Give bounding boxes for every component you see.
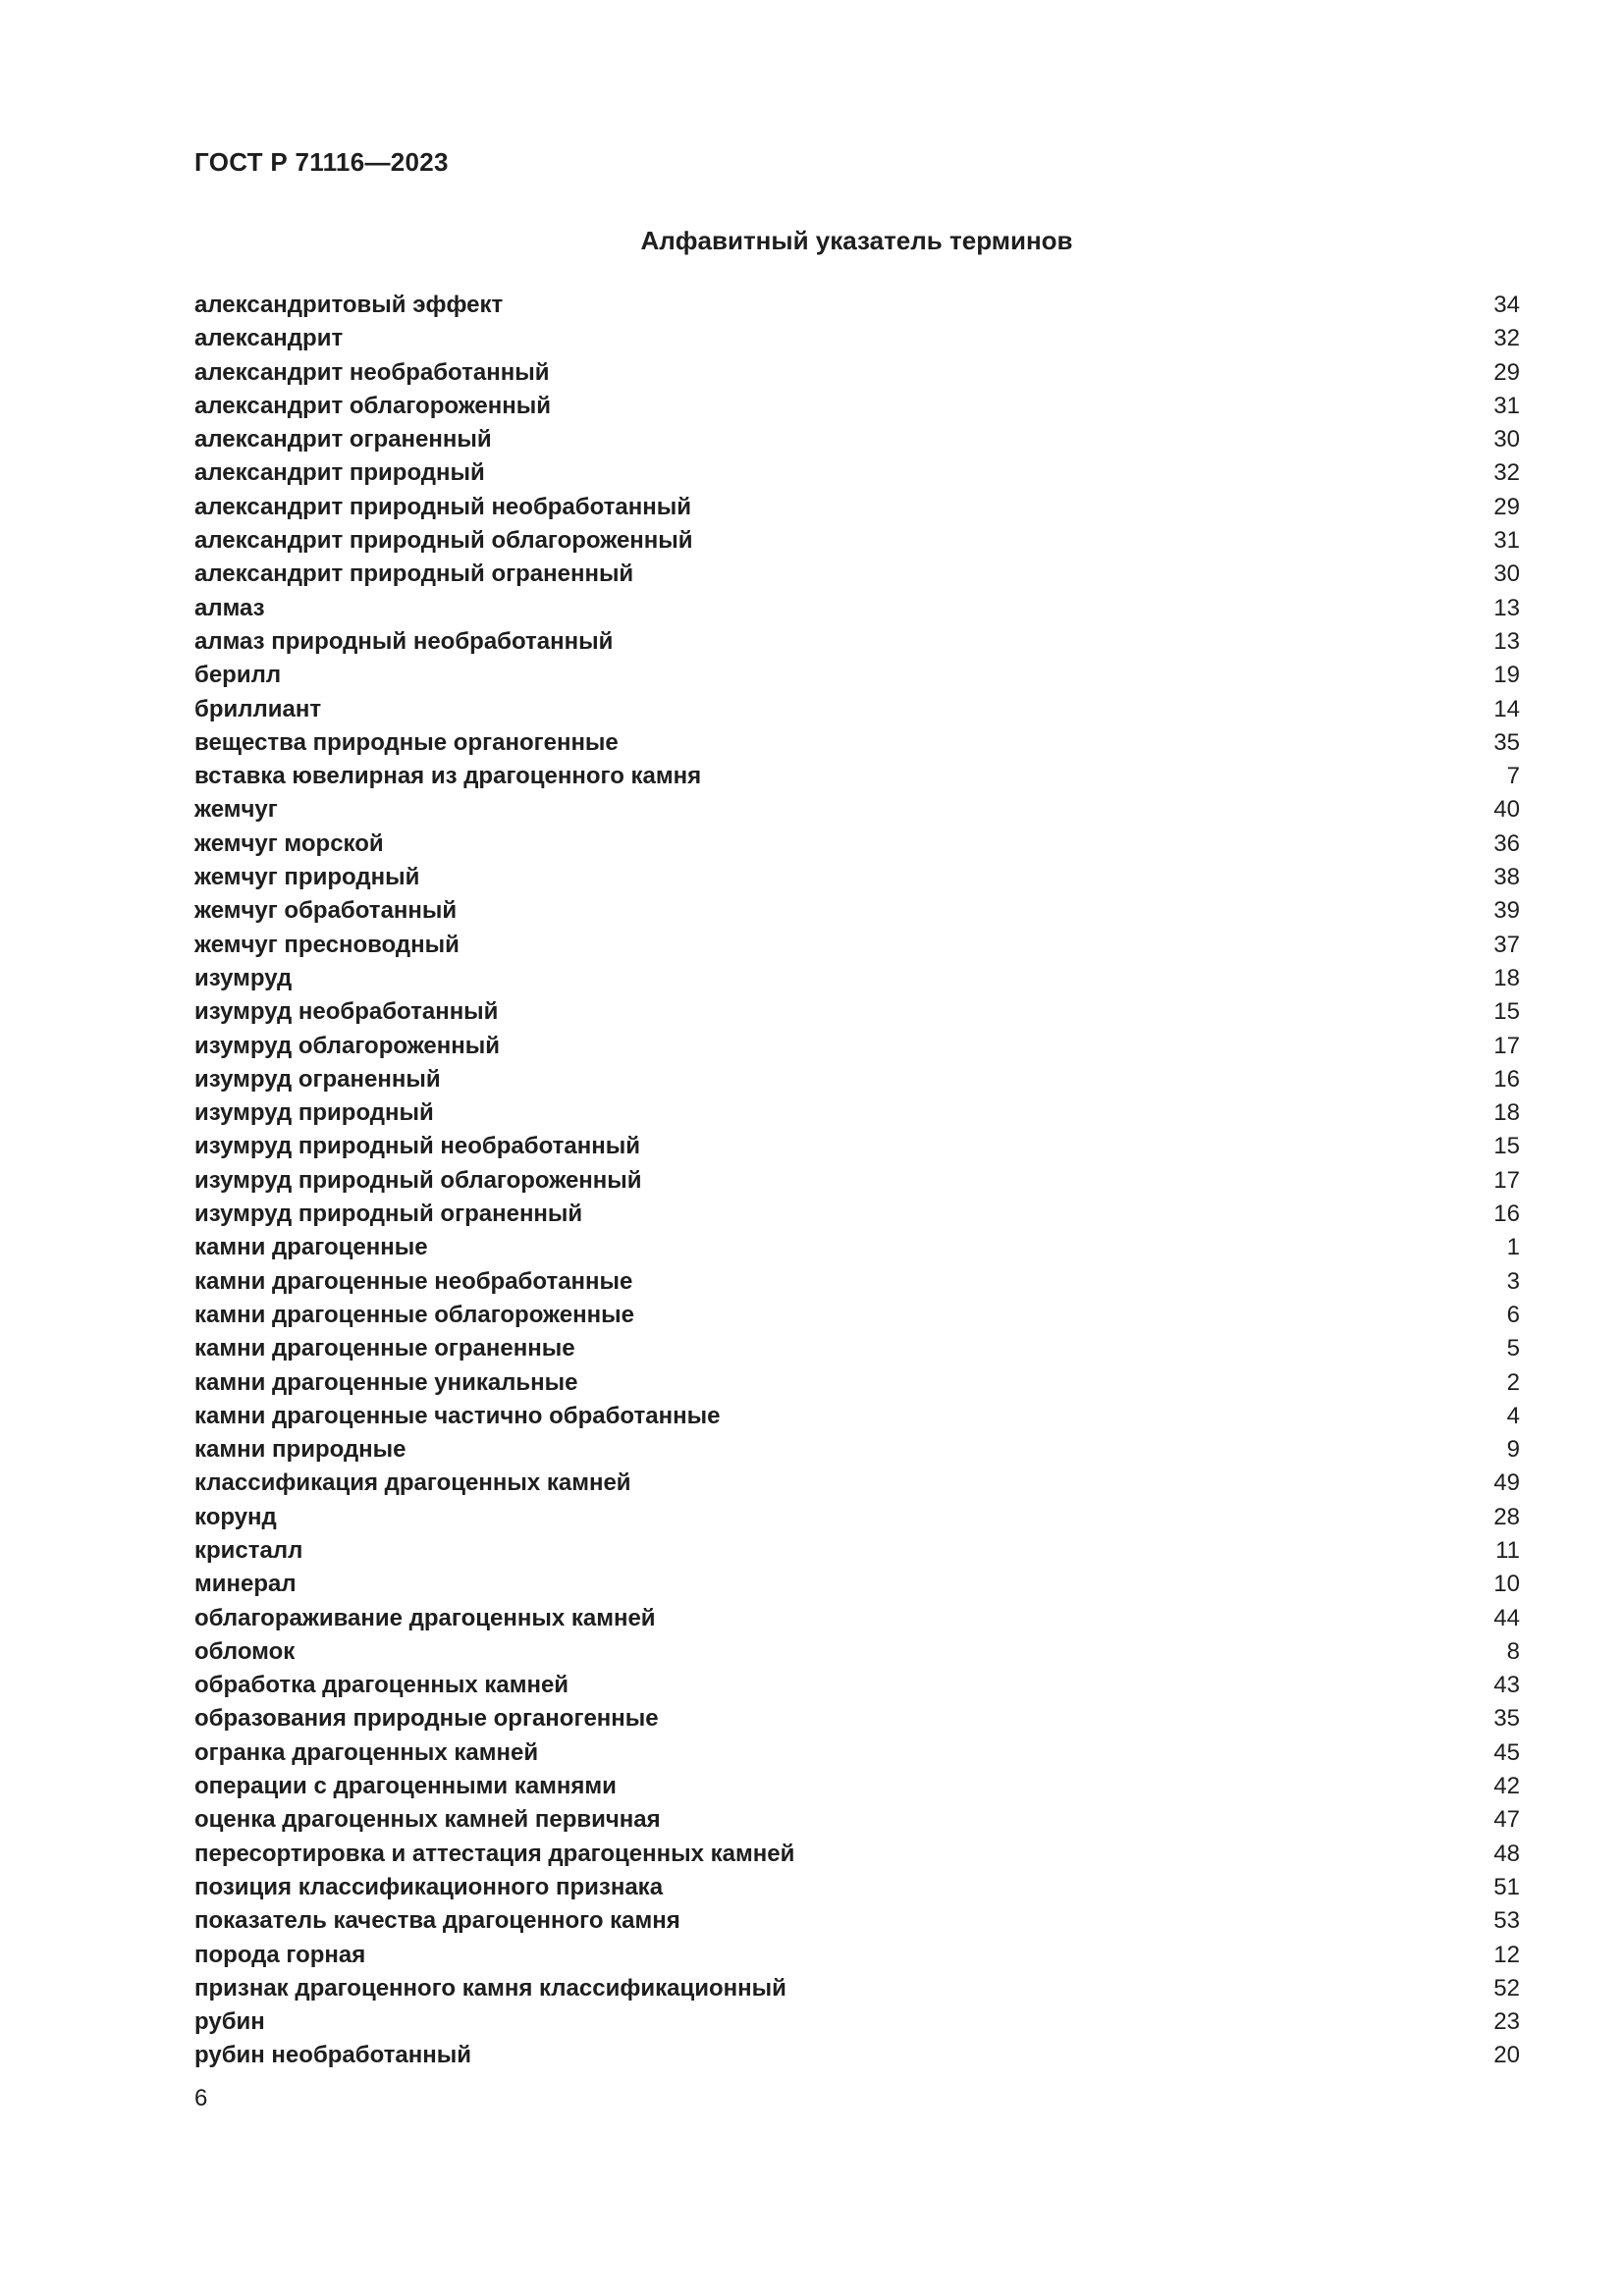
index-entry [194, 1602, 1520, 1635]
index-page-ref: 43 [1493, 1672, 1520, 1699]
index-term: изумруд природный [194, 1099, 434, 1127]
index-title: Алфавитный указатель терминов [640, 226, 1073, 255]
index-page-ref: 48 [1493, 1840, 1520, 1867]
index-page-ref: 18 [1493, 1099, 1520, 1127]
index-term: рубин необработанный [194, 2042, 471, 2069]
index-entry [194, 726, 1520, 760]
index-page-ref: 7 [1506, 763, 1520, 790]
index-page-ref: 47 [1493, 1806, 1520, 1834]
index-term: изумруд природный необработанный [194, 1133, 640, 1160]
index-page-ref: 51 [1493, 1873, 1520, 1900]
index-term: порода горная [194, 1941, 366, 1968]
index-page-ref: 8 [1506, 1637, 1520, 1665]
index-page-ref: 12 [1493, 1941, 1520, 1968]
index-page-ref: 17 [1493, 1166, 1520, 1194]
index-page-ref: 29 [1493, 358, 1520, 386]
index-page-ref: 11 [1495, 1536, 1520, 1564]
index-term: александрит облагороженный [194, 392, 551, 419]
index-page-ref: 15 [1493, 1133, 1520, 1160]
index-page-ref: 17 [1493, 1032, 1520, 1059]
index-term: жемчуг природный [194, 864, 420, 891]
index-page-ref: 1 [1506, 1234, 1520, 1261]
index-page-ref: 29 [1493, 493, 1520, 520]
index-term: александритовый эффект [194, 292, 504, 318]
index-entry [194, 423, 1520, 456]
index-term: изумруд [194, 964, 293, 991]
index-term: жемчуг [194, 796, 278, 824]
index-term: оценка драгоценных камней первичная [194, 1806, 661, 1834]
index-entry [194, 659, 1520, 692]
index-page-ref: 18 [1493, 964, 1520, 991]
index-entry [194, 1803, 1520, 1837]
index-term: алмаз природный необработанный [194, 627, 614, 655]
index-entry [194, 828, 1520, 861]
index-page-ref: 5 [1506, 1335, 1520, 1362]
index-entry [194, 1904, 1520, 1938]
index-entry [194, 2039, 1520, 2072]
index-entry [194, 894, 1520, 928]
index-page-ref: 45 [1493, 1738, 1520, 1766]
index-page-ref: 36 [1493, 829, 1520, 857]
index-entry [194, 356, 1520, 390]
index-entry [194, 1972, 1520, 2005]
index-term: показатель качества драгоценного камня [194, 1907, 680, 1935]
index-page-ref: 30 [1493, 561, 1520, 588]
index-page-ref: 38 [1493, 864, 1520, 891]
index-entry [194, 1265, 1520, 1299]
index-term: обломок [194, 1637, 296, 1665]
index-term: камни драгоценные частично обработанные [194, 1402, 721, 1429]
index-entry [194, 1299, 1520, 1332]
index-entry [194, 995, 1520, 1029]
index-term: классификация драгоценных камней [194, 1469, 631, 1497]
index-term: жемчуг пресноводный [194, 931, 460, 958]
index-page-ref: 49 [1493, 1469, 1520, 1497]
index-term: александрит природный [194, 459, 485, 487]
document-code-header: ГОСТ Р 71116—2023 [194, 147, 449, 177]
index-entry [194, 1332, 1520, 1365]
index-entry [194, 322, 1520, 355]
index-page-ref: 3 [1506, 1267, 1520, 1295]
index-term: рубин [194, 2008, 265, 2036]
index-term: изумруд облагороженный [194, 1032, 500, 1059]
index-page-ref: 31 [1493, 527, 1520, 555]
page-number: 6 [194, 2085, 208, 2111]
index-term: изумруд природный ограненный [194, 1201, 583, 1228]
index-term: александрит необработанный [194, 358, 550, 386]
index-entry [194, 2005, 1520, 2039]
index-entry [194, 1130, 1520, 1163]
index-page-ref: 10 [1493, 1571, 1520, 1598]
index-entry [194, 1702, 1520, 1735]
index-term: камни драгоценные ограненные [194, 1335, 575, 1362]
index-term: алмаз [194, 594, 265, 621]
index-term: образования природные органогенные [194, 1705, 659, 1733]
index-term: жемчуг обработанный [194, 897, 458, 925]
index-entry [194, 1568, 1520, 1601]
index-entry [194, 1635, 1520, 1669]
index-term: признак драгоценного камня классификационный [194, 1974, 786, 2002]
index-entry [194, 1063, 1520, 1096]
index-term: александрит природный облагороженный [194, 527, 693, 555]
index-page-ref: 44 [1493, 1604, 1520, 1631]
index-page-ref: 6 [1506, 1301, 1520, 1328]
index-term: корунд [194, 1503, 277, 1530]
index-term: позиция классификационного признака [194, 1873, 664, 1900]
index-entry [194, 491, 1520, 524]
index-page-ref: 35 [1493, 1705, 1520, 1733]
index-page-ref: 34 [1493, 292, 1520, 318]
index-page-ref: 23 [1493, 2008, 1520, 2036]
index-entry [194, 929, 1520, 962]
index-term: бриллиант [194, 695, 322, 722]
index-entry [194, 1400, 1520, 1433]
index-term: камни драгоценные облагороженные [194, 1301, 634, 1328]
index-term: вещества природные органогенные [194, 728, 619, 756]
index-entry [194, 1231, 1520, 1264]
index-entry [194, 1096, 1520, 1130]
index-entry [194, 1770, 1520, 1803]
index-entry [194, 390, 1520, 423]
index-term: облагораживание драгоценных камней [194, 1604, 656, 1631]
index-term: александрит природный ограненный [194, 561, 634, 588]
index-term: камни драгоценные необработанные [194, 1267, 633, 1295]
index-term: изумруд необработанный [194, 998, 499, 1026]
index-term: пересортировка и аттестация драгоценных камней [194, 1840, 795, 1867]
index-entry [194, 289, 1520, 322]
index-page-ref: 30 [1493, 426, 1520, 454]
index-page-ref: 32 [1493, 325, 1520, 352]
index-entry [194, 1198, 1520, 1231]
index-term: огранка драгоценных камней [194, 1738, 539, 1766]
index-page-ref: 16 [1493, 1201, 1520, 1228]
index-term: обработка драгоценных камней [194, 1672, 569, 1699]
index-entry [194, 1669, 1520, 1702]
index-entry [194, 1939, 1520, 1972]
index-entry [194, 456, 1520, 490]
index-page-ref: 32 [1493, 459, 1520, 487]
index-entry [194, 1030, 1520, 1063]
index-entry [194, 1871, 1520, 1904]
index-entry [194, 1467, 1520, 1500]
index-page-ref: 39 [1493, 897, 1520, 925]
index-term: жемчуг морской [194, 829, 384, 857]
index-page-ref: 52 [1493, 1974, 1520, 2002]
index-term: берилл [194, 662, 282, 689]
index-entry [194, 693, 1520, 726]
index-term: вставка ювелирная из драгоценного камня [194, 763, 702, 790]
index-page-ref: 37 [1493, 931, 1520, 958]
index-page-ref: 53 [1493, 1907, 1520, 1935]
index-page-ref: 13 [1493, 627, 1520, 655]
index-term: камни природные [194, 1436, 406, 1464]
term-index-list [194, 289, 1520, 2073]
index-term: операции с драгоценными камнями [194, 1773, 617, 1800]
index-term: кристалл [194, 1536, 303, 1564]
index-entry [194, 1501, 1520, 1534]
index-entry [194, 760, 1520, 793]
index-term: александрит ограненный [194, 426, 492, 454]
index-entry [194, 1534, 1520, 1568]
index-page-ref: 15 [1493, 998, 1520, 1026]
index-page-ref: 2 [1506, 1368, 1520, 1396]
index-term: изумруд ограненный [194, 1065, 441, 1093]
index-entry [194, 1736, 1520, 1770]
index-term: александрит [194, 325, 344, 352]
index-term: александрит природный необработанный [194, 493, 692, 520]
index-page-ref: 35 [1493, 728, 1520, 756]
index-page-ref: 9 [1506, 1436, 1520, 1464]
index-entry [194, 962, 1520, 995]
index-entry [194, 1433, 1520, 1467]
index-term: камни драгоценные [194, 1234, 428, 1261]
index-entry [194, 524, 1520, 558]
index-page-ref: 42 [1493, 1773, 1520, 1800]
index-page-ref: 28 [1493, 1503, 1520, 1530]
index-term: камни драгоценные уникальные [194, 1368, 578, 1396]
index-page-ref: 16 [1493, 1065, 1520, 1093]
index-entry [194, 1164, 1520, 1198]
index-entry [194, 1838, 1520, 1871]
index-term: минерал [194, 1571, 297, 1598]
index-page-ref: 31 [1493, 392, 1520, 419]
index-entry [194, 793, 1520, 827]
index-page-ref: 20 [1493, 2042, 1520, 2069]
index-page-ref: 13 [1493, 594, 1520, 621]
index-page-ref: 14 [1493, 695, 1520, 722]
index-page-ref: 19 [1493, 662, 1520, 689]
index-entry [194, 625, 1520, 659]
index-page-ref: 40 [1493, 796, 1520, 824]
index-entry [194, 861, 1520, 894]
index-entry [194, 1366, 1520, 1400]
index-entry [194, 592, 1520, 625]
index-term: изумруд природный облагороженный [194, 1166, 642, 1194]
index-page-ref: 4 [1506, 1402, 1520, 1429]
index-entry [194, 558, 1520, 591]
